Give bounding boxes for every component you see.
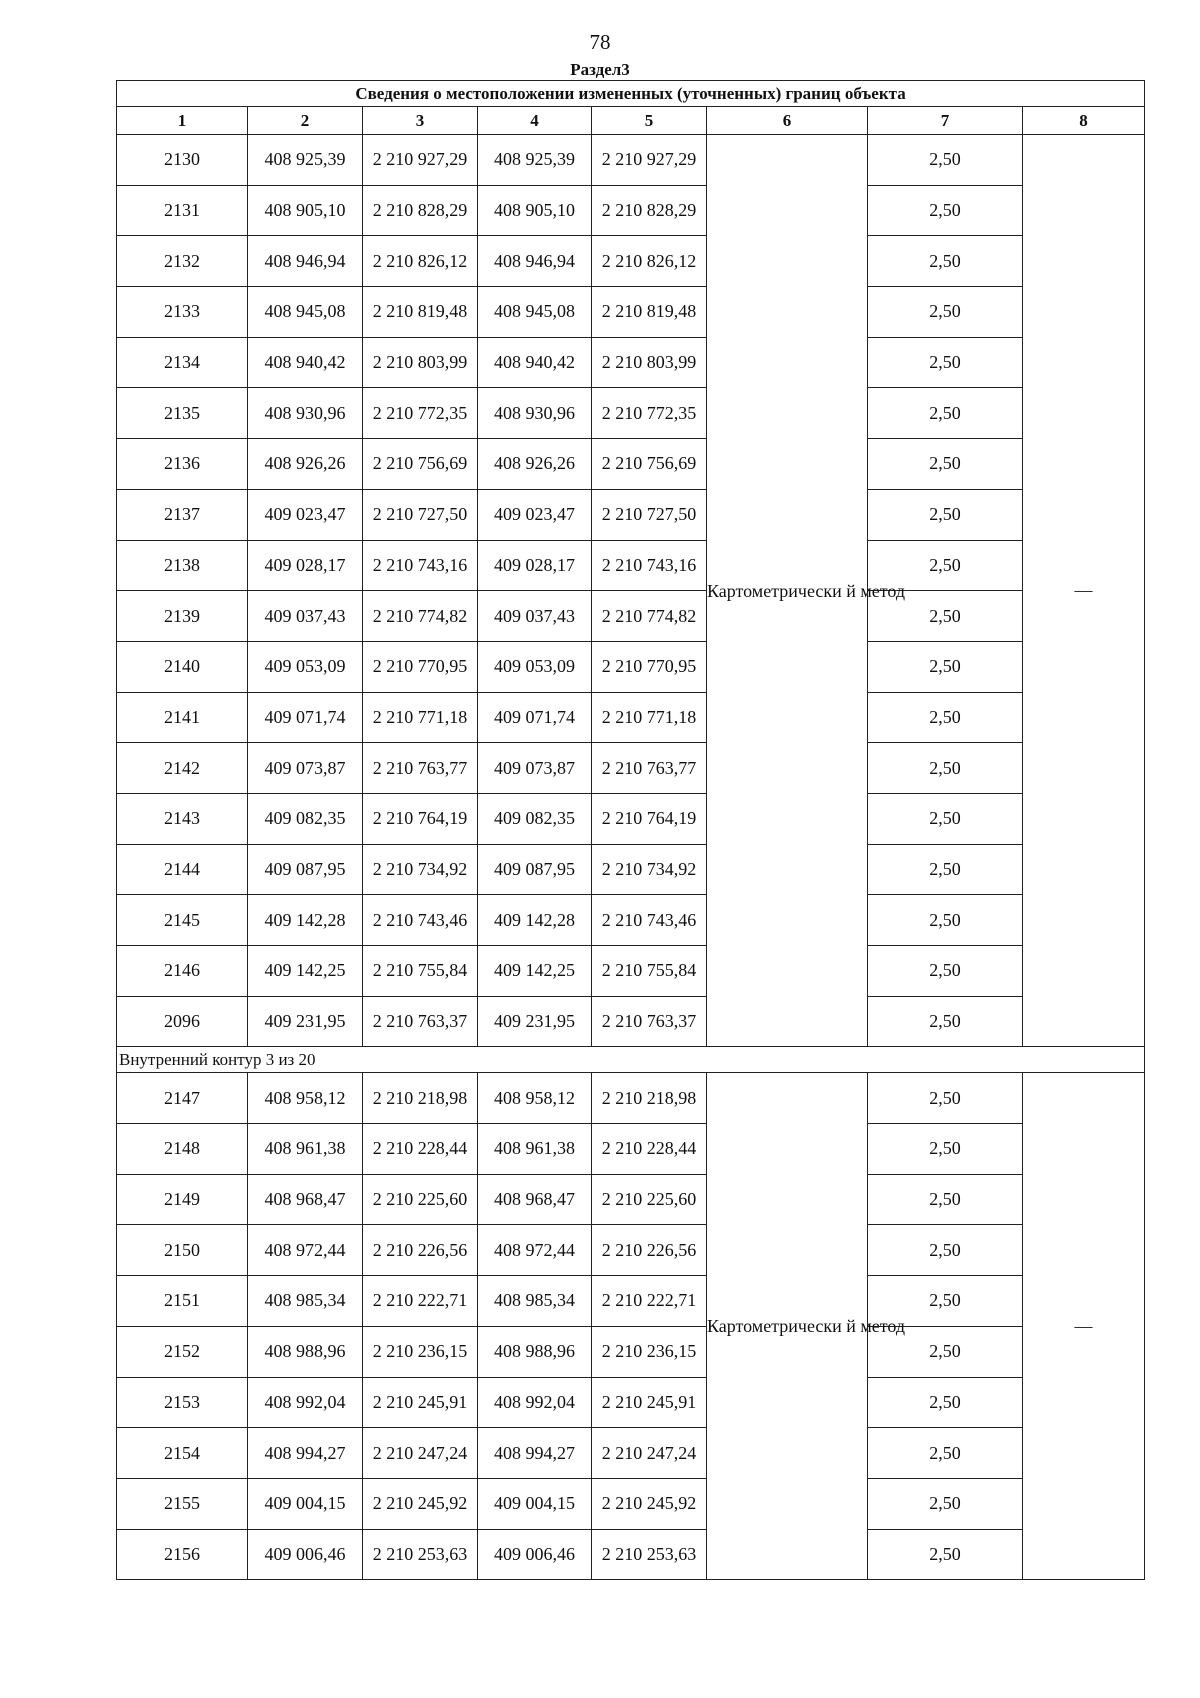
x-existing-cell: 409 142,25 [248,946,363,997]
point-number-cell: 2150 [117,1225,248,1276]
precision-cell: 2,50 [868,540,1023,591]
precision-cell: 2,50 [868,692,1023,743]
x-new-cell: 409 142,25 [478,946,592,997]
x-existing-cell: 408 926,26 [248,439,363,490]
x-new-cell: 408 994,27 [478,1428,592,1479]
table-row [117,1225,1145,1276]
y-existing-cell: 2 210 771,18 [363,692,478,743]
x-new-cell: 408 925,39 [478,135,592,186]
x-existing-cell: 408 988,96 [248,1326,363,1377]
y-existing-cell: 2 210 247,24 [363,1428,478,1479]
x-existing-cell: 408 946,94 [248,236,363,287]
x-existing-cell: 409 071,74 [248,692,363,743]
x-existing-cell: 409 028,17 [248,540,363,591]
table-row [117,844,1145,895]
point-number-cell: 2154 [117,1428,248,1479]
y-existing-cell: 2 210 245,91 [363,1377,478,1428]
x-new-cell: 409 006,46 [478,1529,592,1580]
precision-cell: 2,50 [868,743,1023,794]
y-new-cell: 2 210 236,15 [592,1326,707,1377]
y-existing-cell: 2 210 828,29 [363,185,478,236]
table-row [117,591,1145,642]
y-new-cell: 2 210 734,92 [592,844,707,895]
method-cell: Картометрически й метод [707,135,868,1047]
y-existing-cell: 2 210 755,84 [363,946,478,997]
y-new-cell: 2 210 756,69 [592,439,707,490]
table-row [117,439,1145,490]
y-new-cell: 2 210 763,77 [592,743,707,794]
table-row [117,946,1145,997]
precision-cell: 2,50 [868,641,1023,692]
y-existing-cell: 2 210 226,56 [363,1225,478,1276]
table-row [117,793,1145,844]
y-new-cell: 2 210 247,24 [592,1428,707,1479]
y-existing-cell: 2 210 764,19 [363,793,478,844]
x-existing-cell: 408 992,04 [248,1377,363,1428]
x-new-cell: 409 028,17 [478,540,592,591]
precision-cell: 2,50 [868,1529,1023,1580]
y-new-cell: 2 210 828,29 [592,185,707,236]
table-row [117,895,1145,946]
y-new-cell: 2 210 755,84 [592,946,707,997]
x-new-cell: 409 037,43 [478,591,592,642]
y-existing-cell: 2 210 727,50 [363,489,478,540]
method-cell: Картометрически й метод [707,1073,868,1580]
y-existing-cell: 2 210 763,37 [363,996,478,1047]
y-new-cell: 2 210 770,95 [592,641,707,692]
column-header-1: 1 [117,107,248,135]
table-row [117,692,1145,743]
table-row [117,540,1145,591]
y-new-cell: 2 210 226,56 [592,1225,707,1276]
y-existing-cell: 2 210 743,16 [363,540,478,591]
y-new-cell: 2 210 245,91 [592,1377,707,1428]
point-number-cell: 2135 [117,388,248,439]
y-new-cell: 2 210 222,71 [592,1276,707,1327]
point-number-cell: 2140 [117,641,248,692]
precision-cell: 2,50 [868,1428,1023,1479]
x-new-cell: 408 930,96 [478,388,592,439]
precision-cell: 2,50 [868,793,1023,844]
y-existing-cell: 2 210 819,48 [363,287,478,338]
y-new-cell: 2 210 228,44 [592,1124,707,1175]
table-row [117,1326,1145,1377]
point-number-cell: 2143 [117,793,248,844]
x-existing-cell: 409 087,95 [248,844,363,895]
point-number-cell: 2155 [117,1478,248,1529]
point-number-cell: 2137 [117,489,248,540]
table-row [117,1529,1145,1580]
x-new-cell: 409 231,95 [478,996,592,1047]
table-row [117,1276,1145,1327]
table-row [117,489,1145,540]
x-existing-cell: 408 985,34 [248,1276,363,1327]
y-existing-cell: 2 210 734,92 [363,844,478,895]
y-existing-cell: 2 210 225,60 [363,1174,478,1225]
point-number-cell: 2147 [117,1073,248,1124]
column-header-8: 8 [1023,107,1145,135]
x-existing-cell: 409 004,15 [248,1478,363,1529]
x-new-cell: 409 023,47 [478,489,592,540]
y-new-cell: 2 210 253,63 [592,1529,707,1580]
precision-cell: 2,50 [868,236,1023,287]
table-row [117,641,1145,692]
x-new-cell: 409 053,09 [478,641,592,692]
precision-cell: 2,50 [868,185,1023,236]
coordinates-table [116,80,1145,1580]
y-new-cell: 2 210 764,19 [592,793,707,844]
point-number-cell: 2148 [117,1124,248,1175]
table-row [117,135,1145,186]
y-new-cell: 2 210 771,18 [592,692,707,743]
x-existing-cell: 409 082,35 [248,793,363,844]
point-number-cell: 2136 [117,439,248,490]
point-number-cell: 2139 [117,591,248,642]
precision-cell: 2,50 [868,1225,1023,1276]
precision-cell: 2,50 [868,946,1023,997]
x-existing-cell: 408 930,96 [248,388,363,439]
y-new-cell: 2 210 225,60 [592,1174,707,1225]
table-row [117,1124,1145,1175]
precision-cell: 2,50 [868,1377,1023,1428]
y-existing-cell: 2 210 228,44 [363,1124,478,1175]
x-new-cell: 408 945,08 [478,287,592,338]
precision-cell: 2,50 [868,844,1023,895]
x-existing-cell: 409 073,87 [248,743,363,794]
section-title: Раздел3 [570,60,630,79]
x-new-cell: 409 082,35 [478,793,592,844]
column-header-7: 7 [868,107,1023,135]
y-new-cell: 2 210 803,99 [592,337,707,388]
table-row [117,743,1145,794]
x-existing-cell: 409 053,09 [248,641,363,692]
x-new-cell: 409 004,15 [478,1478,592,1529]
y-new-cell: 2 210 826,12 [592,236,707,287]
point-number-cell: 2152 [117,1326,248,1377]
y-existing-cell: 2 210 253,63 [363,1529,478,1580]
point-number-cell: 2156 [117,1529,248,1580]
x-new-cell: 409 073,87 [478,743,592,794]
precision-cell: 2,50 [868,1174,1023,1225]
table-row [117,996,1145,1047]
precision-cell: 2,50 [868,135,1023,186]
contour-label: Внутренний контур 3 из 20 [117,1047,1145,1073]
y-new-cell: 2 210 218,98 [592,1073,707,1124]
precision-cell: 2,50 [868,287,1023,338]
column-header-3: 3 [363,107,478,135]
y-existing-cell: 2 210 743,46 [363,895,478,946]
point-number-cell: 2131 [117,185,248,236]
note-cell: — [1023,1073,1145,1580]
x-existing-cell: 408 994,27 [248,1428,363,1479]
table-row [117,1478,1145,1529]
x-new-cell: 408 992,04 [478,1377,592,1428]
y-new-cell: 2 210 245,92 [592,1478,707,1529]
point-number-cell: 2133 [117,287,248,338]
x-existing-cell: 409 037,43 [248,591,363,642]
x-new-cell: 408 946,94 [478,236,592,287]
x-new-cell: 408 926,26 [478,439,592,490]
point-number-cell: 2134 [117,337,248,388]
x-existing-cell: 408 925,39 [248,135,363,186]
point-number-cell: 2142 [117,743,248,794]
x-new-cell: 408 968,47 [478,1174,592,1225]
table-row [117,388,1145,439]
y-existing-cell: 2 210 236,15 [363,1326,478,1377]
precision-cell: 2,50 [868,895,1023,946]
y-new-cell: 2 210 774,82 [592,591,707,642]
point-number-cell: 2153 [117,1377,248,1428]
x-existing-cell: 408 968,47 [248,1174,363,1225]
table-caption: Сведения о местоположении измененных (уточненных) границ объекта [117,81,1145,107]
x-existing-cell: 408 945,08 [248,287,363,338]
point-number-cell: 2130 [117,135,248,186]
column-header-5: 5 [592,107,707,135]
column-header-4: 4 [478,107,592,135]
table-row [117,1073,1145,1124]
x-new-cell: 408 988,96 [478,1326,592,1377]
point-number-cell: 2149 [117,1174,248,1225]
x-existing-cell: 409 142,28 [248,895,363,946]
y-new-cell: 2 210 772,35 [592,388,707,439]
table-row [117,1377,1145,1428]
x-new-cell: 408 940,42 [478,337,592,388]
page-number: 78 [589,30,611,54]
x-existing-cell: 408 905,10 [248,185,363,236]
note-cell: — [1023,135,1145,1047]
y-existing-cell: 2 210 770,95 [363,641,478,692]
y-existing-cell: 2 210 774,82 [363,591,478,642]
point-number-cell: 2146 [117,946,248,997]
contour-row [117,1047,1145,1073]
x-existing-cell: 408 961,38 [248,1124,363,1175]
precision-cell: 2,50 [868,1326,1023,1377]
point-number-cell: 2138 [117,540,248,591]
precision-cell: 2,50 [868,1124,1023,1175]
precision-cell: 2,50 [868,489,1023,540]
x-existing-cell: 409 231,95 [248,996,363,1047]
x-new-cell: 408 985,34 [478,1276,592,1327]
x-existing-cell: 408 972,44 [248,1225,363,1276]
precision-cell: 2,50 [868,996,1023,1047]
y-new-cell: 2 210 763,37 [592,996,707,1047]
x-new-cell: 408 905,10 [478,185,592,236]
x-existing-cell: 408 958,12 [248,1073,363,1124]
x-new-cell: 409 071,74 [478,692,592,743]
y-existing-cell: 2 210 927,29 [363,135,478,186]
column-header-6: 6 [707,107,868,135]
y-existing-cell: 2 210 803,99 [363,337,478,388]
table-row [117,337,1145,388]
precision-cell: 2,50 [868,337,1023,388]
table-row [117,236,1145,287]
precision-cell: 2,50 [868,1276,1023,1327]
precision-cell: 2,50 [868,1478,1023,1529]
x-new-cell: 408 961,38 [478,1124,592,1175]
x-new-cell: 408 958,12 [478,1073,592,1124]
precision-cell: 2,50 [868,439,1023,490]
y-new-cell: 2 210 743,46 [592,895,707,946]
y-new-cell: 2 210 743,16 [592,540,707,591]
y-new-cell: 2 210 727,50 [592,489,707,540]
y-existing-cell: 2 210 222,71 [363,1276,478,1327]
precision-cell: 2,50 [868,591,1023,642]
x-existing-cell: 408 940,42 [248,337,363,388]
table-row [117,185,1145,236]
point-number-cell: 2151 [117,1276,248,1327]
table-row [117,1174,1145,1225]
y-existing-cell: 2 210 763,77 [363,743,478,794]
table-row [117,1428,1145,1479]
table-row [117,287,1145,338]
y-existing-cell: 2 210 756,69 [363,439,478,490]
y-existing-cell: 2 210 218,98 [363,1073,478,1124]
y-new-cell: 2 210 819,48 [592,287,707,338]
y-existing-cell: 2 210 245,92 [363,1478,478,1529]
y-existing-cell: 2 210 772,35 [363,388,478,439]
precision-cell: 2,50 [868,1073,1023,1124]
point-number-cell: 2141 [117,692,248,743]
x-existing-cell: 409 023,47 [248,489,363,540]
column-header-2: 2 [248,107,363,135]
x-new-cell: 409 142,28 [478,895,592,946]
y-existing-cell: 2 210 826,12 [363,236,478,287]
y-new-cell: 2 210 927,29 [592,135,707,186]
point-number-cell: 2132 [117,236,248,287]
x-new-cell: 409 087,95 [478,844,592,895]
precision-cell: 2,50 [868,388,1023,439]
x-new-cell: 408 972,44 [478,1225,592,1276]
point-number-cell: 2096 [117,996,248,1047]
point-number-cell: 2144 [117,844,248,895]
point-number-cell: 2145 [117,895,248,946]
x-existing-cell: 409 006,46 [248,1529,363,1580]
